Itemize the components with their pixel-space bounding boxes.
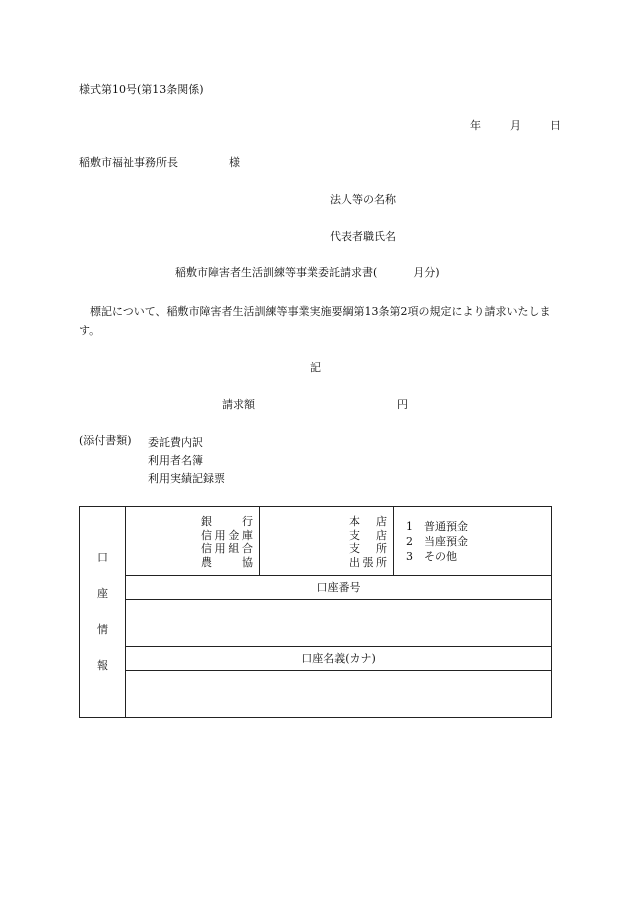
account-holder-field[interactable]: [126, 671, 552, 718]
attachment-item: 利用実績記録票: [148, 472, 225, 485]
date-month: 月: [510, 119, 521, 132]
institution-option: 銀行: [201, 515, 253, 528]
document-title: [175, 266, 440, 279]
branch-option: 支所: [349, 542, 387, 555]
date-year: 年: [470, 119, 481, 132]
attachments-label: (添付書類): [79, 434, 132, 447]
side-char: 情: [97, 623, 108, 636]
account-info-table: [79, 506, 552, 718]
account-type-option: 2 当座預金: [406, 534, 468, 548]
attachment-item: 委託費内訳: [148, 436, 203, 449]
body-paragraph: 標記について、稲敷市障害者生活訓練等事業実施要綱第13条第2項の規定により請求いたします。: [79, 305, 551, 337]
attachment-item: 利用者名簿: [148, 454, 203, 467]
account-type-option: 3 その他: [406, 549, 457, 563]
form-number: 様式第10号(第13条関係): [79, 83, 204, 96]
account-type-option: 1 普通預金: [406, 519, 468, 533]
institution-cell: [126, 507, 260, 576]
side-char: 座: [97, 587, 108, 600]
branch-option: 出張所: [349, 555, 387, 569]
institution-option: 信用金庫: [201, 528, 253, 542]
title-month: 月分): [413, 266, 440, 279]
side-char: 口: [97, 551, 108, 564]
institution-option: 農協: [201, 555, 253, 569]
ki-heading: 記: [310, 361, 321, 374]
account-type-cell: [394, 507, 552, 576]
attachments-list: [148, 434, 225, 488]
addressee-office: 稲敷市福祉事務所長: [79, 156, 178, 169]
branch-cell: [260, 507, 394, 576]
date-line: [470, 119, 561, 132]
account-number-field[interactable]: [126, 600, 552, 647]
institution-option: 信用組合: [201, 542, 253, 555]
amount-label: 請求額: [222, 398, 255, 411]
addressee-honorific: 様: [229, 156, 240, 169]
side-char: 報: [97, 659, 108, 672]
representative-label: 代表者職氏名: [330, 230, 396, 243]
account-number-label: 口座番号: [126, 576, 552, 600]
branch-option: 本店: [349, 515, 387, 528]
amount-unit: 円: [397, 398, 408, 411]
title-text: 稲敷市障害者生活訓練等事業委託請求書(: [175, 266, 378, 279]
date-day: 日: [550, 119, 561, 132]
branch-option: 支店: [349, 528, 387, 542]
account-holder-label: 口座名義(カナ): [126, 647, 552, 671]
corporation-name-label: 法人等の名称: [330, 193, 396, 206]
account-side-label: [80, 507, 126, 718]
